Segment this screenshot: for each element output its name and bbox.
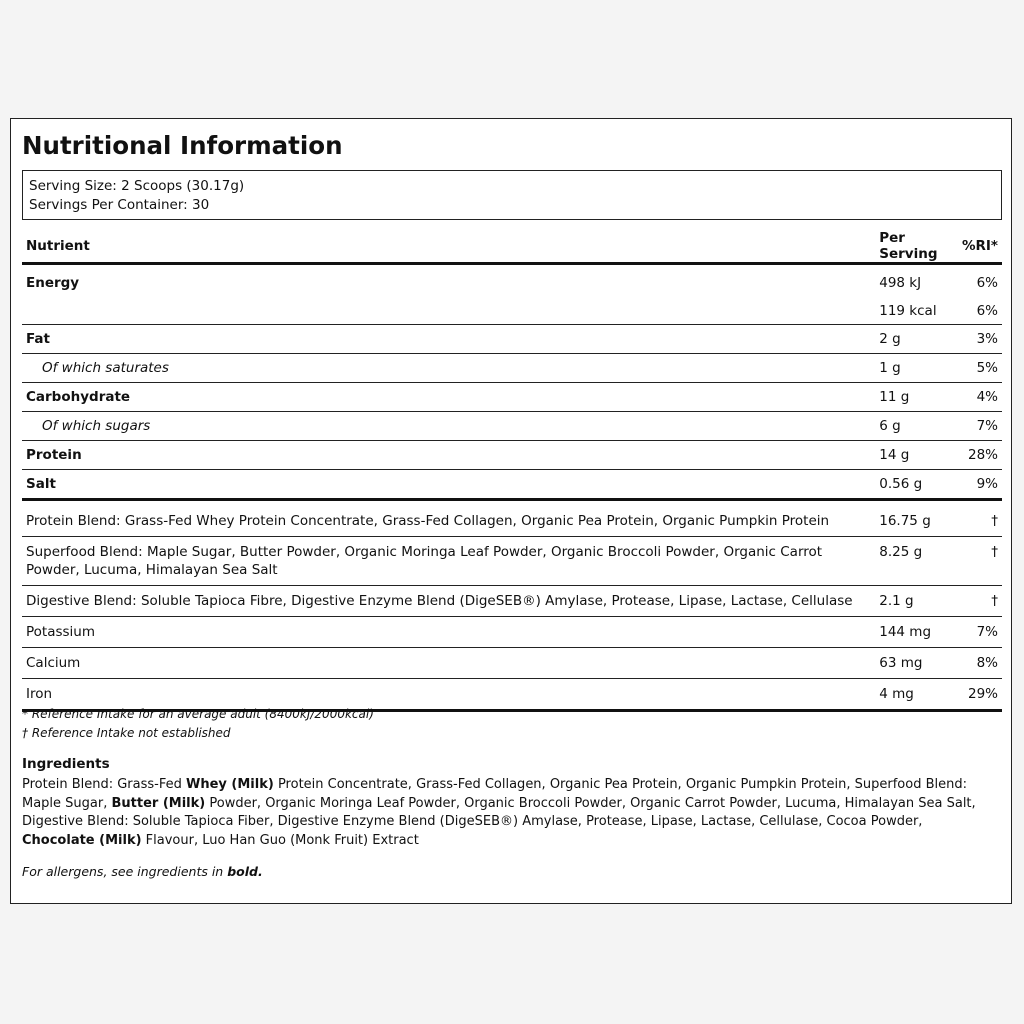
blend-amount: 8.25 g: [879, 544, 923, 560]
footnote-reference-intake: * Reference Intake for an average adult (8400kJ/2000kcal): [22, 707, 374, 721]
mineral-amount: 144 mg: [879, 624, 932, 640]
table-row: [22, 586, 1002, 617]
table-row: [22, 648, 1002, 679]
nutrient-ri: 7%: [976, 418, 998, 434]
table-row: [22, 617, 1002, 648]
ingredients-part: Protein Blend: Grass-Fed: [22, 777, 187, 792]
table-row: [22, 441, 1002, 470]
allergen-whey: Whey (Milk): [186, 777, 274, 792]
ingredients-title: Ingredients: [22, 756, 110, 772]
mineral-name: Iron: [26, 686, 53, 702]
blend-ri: †: [991, 544, 998, 560]
nutrient-name: Of which saturates: [42, 360, 169, 376]
table-row: [22, 354, 1002, 383]
mineral-ri: 29%: [967, 686, 998, 702]
ingredients-part: Flavour, Luo Han Guo (Monk Fruit) Extract: [141, 832, 419, 848]
allergen-chocolate: Chocolate (Milk): [22, 832, 142, 848]
mineral-name: Potassium: [26, 624, 96, 640]
nutrient-ri: 4%: [976, 389, 998, 405]
blend-ri: †: [991, 513, 998, 529]
nutrient-name: Carbohydrate: [26, 389, 131, 405]
header-per-serving: Per Serving: [879, 230, 938, 262]
nutrient-ri: 9%: [976, 476, 998, 492]
ingredients-part: Protein Concentrate, Grass-Fed Collagen, Organic Pea Protein, Organic Pumpkin Protein, Superfood Blend: Maple Sugar,: [22, 777, 967, 811]
nutrient-name: Fat: [26, 331, 50, 347]
serving-size: Serving Size: 2 Scoops (30.17g): [29, 178, 245, 194]
nutrient-amount: 6 g: [879, 418, 901, 434]
nutrient-name: [22, 297, 875, 325]
nutrient-ri: 3%: [976, 331, 998, 347]
serving-info-box: [22, 170, 1002, 220]
table-row: [22, 325, 1002, 354]
table-row: [22, 412, 1002, 441]
allergen-note-bold: bold.: [227, 864, 263, 879]
allergen-butter: Butter (Milk): [111, 795, 206, 811]
nutrient-amount: 2 g: [879, 331, 901, 347]
table-row: [22, 500, 1002, 537]
blend-name: Digestive Blend: Soluble Tapioca Fibre, Digestive Enzyme Blend (DigeSEB®) Amylase, Protease, Lipase, Lactase, Cellulase: [26, 593, 853, 609]
nutrient-name: Of which sugars: [42, 418, 151, 434]
nutrient-ri: 28%: [967, 447, 998, 463]
blend-name: Superfood Blend: Maple Sugar, Butter Powder, Organic Moringa Leaf Powder, Organic Broccoli Powder, Organic Carrot Powder, Lucuma, Himalayan Sea Salt: [26, 544, 823, 578]
table-row: [22, 470, 1002, 500]
header-nutrient: Nutrient: [26, 238, 90, 254]
header-ri: %RI*: [961, 238, 998, 254]
ingredients-text: [22, 776, 997, 850]
blend-amount: 16.75 g: [879, 513, 931, 529]
table-row: [22, 383, 1002, 412]
table-row: [22, 537, 1002, 586]
servings-per-container: Servings Per Container: 30: [29, 197, 210, 213]
nutrient-name: Energy: [26, 275, 80, 291]
ingredients-part: Powder, Organic Moringa Leaf Powder, Organic Broccoli Powder, Organic Carrot Powder, Lucuma, Himalayan Sea Salt, Digestive Blend: Soluble Tapioca Fiber, Digestive Enzyme Blend (DigeSEB®) Amylase, Protease, Lipase, Lactase, Cellulase, Cocoa Powder,: [22, 795, 976, 829]
nutrient-amount: 119 kcal: [879, 303, 937, 319]
table-row: [22, 264, 1002, 298]
nutrient-amount: 0.56 g: [879, 476, 923, 492]
nutrient-amount: 1 g: [879, 360, 901, 376]
nutrient-amount: 498 kJ: [879, 275, 922, 291]
blend-ri: †: [991, 593, 998, 609]
mineral-ri: 7%: [976, 624, 998, 640]
blend-amount: 2.1 g: [879, 593, 914, 609]
blend-name: Protein Blend: Grass-Fed Whey Protein Concentrate, Grass-Fed Collagen, Organic Pea Protein, Organic Pumpkin Protein: [26, 513, 830, 529]
mineral-amount: 63 mg: [879, 655, 923, 671]
table-row: [22, 297, 1002, 325]
nutrient-ri: 5%: [976, 360, 998, 376]
nutrition-table: [22, 230, 1002, 712]
nutrient-name: Protein: [26, 447, 82, 463]
allergen-note: [22, 864, 263, 879]
footnotes: [22, 705, 374, 742]
footnote-not-established: † Reference Intake not established: [22, 725, 231, 740]
table-header-row: [22, 230, 1002, 264]
nutrient-ri: 6%: [976, 303, 998, 319]
nutrient-amount: 14 g: [879, 447, 910, 463]
nutrient-name: Salt: [26, 476, 56, 492]
nutrient-ri: 6%: [976, 275, 998, 291]
nutrition-panel: [10, 118, 1012, 904]
mineral-name: Calcium: [26, 655, 81, 671]
allergen-note-text: For allergens, see ingredients in: [22, 864, 228, 879]
nutrient-amount: 11 g: [879, 389, 910, 405]
page-title: Nutritional Information: [22, 131, 343, 160]
mineral-amount: 4 mg: [879, 686, 914, 702]
mineral-ri: 8%: [976, 655, 998, 671]
